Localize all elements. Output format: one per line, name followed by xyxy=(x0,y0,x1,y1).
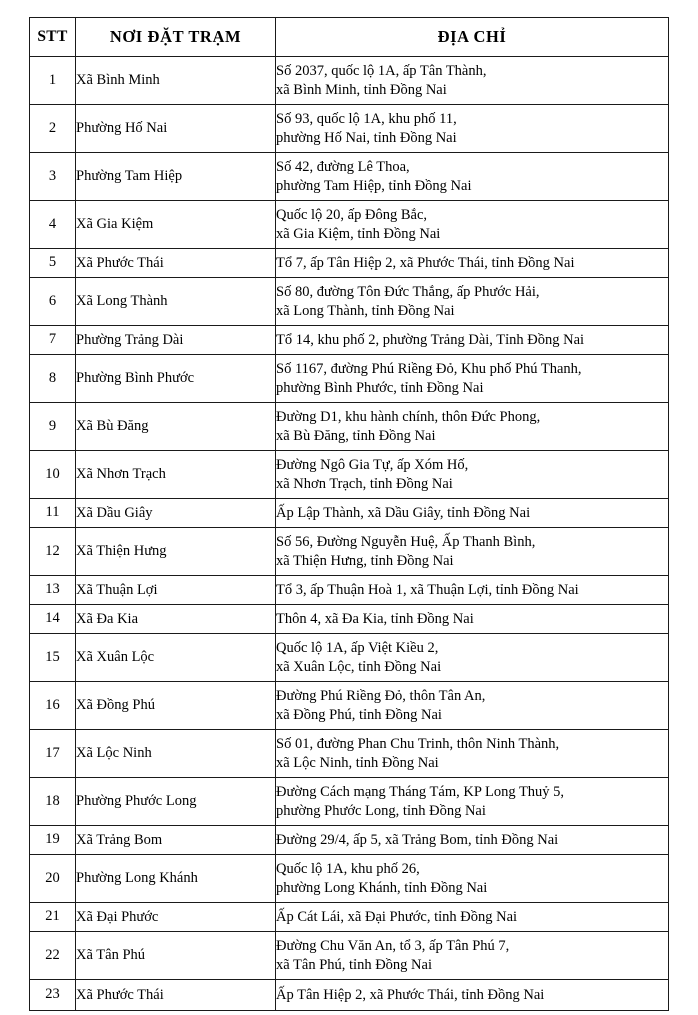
cell-address xyxy=(276,932,669,980)
address-line: Số 42, đường Lê Thoa, xyxy=(276,158,410,175)
cell-stt: 5 xyxy=(30,249,76,278)
address-line: xã Thiện Hưng, tỉnh Đồng Nai xyxy=(276,552,454,569)
address-line: Đường Ngô Gia Tự, ấp Xóm Hố, xyxy=(276,456,469,473)
address-line: Đường Chu Văn An, tổ 3, ấp Tân Phú 7, xyxy=(276,937,510,954)
address-line: xã Đồng Phú, tỉnh Đồng Nai xyxy=(276,706,442,723)
cell-station-place: Phường Tam Hiệp xyxy=(76,153,276,201)
column-header-place: NƠI ĐẶT TRẠM xyxy=(76,18,276,57)
cell-stt: 23 xyxy=(30,980,76,1011)
cell-station-place: Phường Hố Nai xyxy=(76,105,276,153)
cell-address xyxy=(276,326,669,355)
address-line: Ấp Tân Hiệp 2, xã Phước Thái, tỉnh Đồng Nai xyxy=(276,986,545,1003)
table-row xyxy=(30,451,669,499)
cell-address xyxy=(276,528,669,576)
cell-stt: 16 xyxy=(30,682,76,730)
cell-stt: 18 xyxy=(30,778,76,826)
column-header-address: ĐỊA CHỈ xyxy=(276,18,669,57)
table-row xyxy=(30,903,669,932)
table-row xyxy=(30,201,669,249)
cell-stt: 10 xyxy=(30,451,76,499)
table-row xyxy=(30,826,669,855)
address-line: Số 80, đường Tôn Đức Thắng, ấp Phước Hải, xyxy=(276,283,540,300)
address-line: xã Bù Đăng, tỉnh Đồng Nai xyxy=(276,427,436,444)
cell-station-place: Xã Lộc Ninh xyxy=(76,730,276,778)
table-row xyxy=(30,682,669,730)
column-header-stt: STT xyxy=(30,18,76,57)
cell-stt: 6 xyxy=(30,278,76,326)
address-line: xã Long Thành, tỉnh Đồng Nai xyxy=(276,302,455,319)
address-line: phường Long Khánh, tỉnh Đồng Nai xyxy=(276,879,488,896)
cell-address xyxy=(276,778,669,826)
cell-address xyxy=(276,855,669,903)
address-line: xã Lộc Ninh, tỉnh Đồng Nai xyxy=(276,754,439,771)
cell-station-place: Xã Xuân Lộc xyxy=(76,634,276,682)
cell-stt: 20 xyxy=(30,855,76,903)
cell-address xyxy=(276,826,669,855)
cell-address xyxy=(276,980,669,1011)
cell-station-place: Xã Thuận Lợi xyxy=(76,576,276,605)
table-row xyxy=(30,326,669,355)
cell-station-place: Xã Dầu Giây xyxy=(76,499,276,528)
cell-address xyxy=(276,682,669,730)
cell-stt: 14 xyxy=(30,605,76,634)
table-row xyxy=(30,403,669,451)
address-line: Đường D1, khu hành chính, thôn Đức Phong, xyxy=(276,408,541,425)
station-list-table xyxy=(29,17,669,1011)
cell-stt: 3 xyxy=(30,153,76,201)
cell-station-place: Xã Trảng Bom xyxy=(76,826,276,855)
cell-stt: 13 xyxy=(30,576,76,605)
address-line: phường Phước Long, tỉnh Đồng Nai xyxy=(276,802,486,819)
address-line: Số 1167, đường Phú Riềng Đỏ, Khu phố Phú Thanh, xyxy=(276,360,582,377)
address-line: phường Bình Phước, tỉnh Đồng Nai xyxy=(276,379,484,396)
cell-station-place: Phường Phước Long xyxy=(76,778,276,826)
cell-address xyxy=(276,451,669,499)
cell-address xyxy=(276,903,669,932)
table-row xyxy=(30,605,669,634)
table-row xyxy=(30,153,669,201)
cell-station-place: Xã Phước Thái xyxy=(76,980,276,1011)
cell-address xyxy=(276,355,669,403)
address-line: Số 56, Đường Nguyễn Huệ, Ấp Thanh Bình, xyxy=(276,533,536,550)
cell-stt: 2 xyxy=(30,105,76,153)
cell-address xyxy=(276,605,669,634)
cell-stt: 19 xyxy=(30,826,76,855)
cell-stt: 9 xyxy=(30,403,76,451)
address-line: xã Gia Kiệm, tỉnh Đồng Nai xyxy=(276,225,441,242)
table-row xyxy=(30,278,669,326)
cell-address xyxy=(276,730,669,778)
address-line: xã Nhơn Trạch, tỉnh Đồng Nai xyxy=(276,475,453,492)
cell-station-place: Xã Đa Kia xyxy=(76,605,276,634)
address-line: phường Hố Nai, tỉnh Đồng Nai xyxy=(276,129,457,146)
cell-station-place: Xã Tân Phú xyxy=(76,932,276,980)
table-row xyxy=(30,528,669,576)
cell-station-place: Phường Bình Phước xyxy=(76,355,276,403)
cell-address xyxy=(276,201,669,249)
address-line: Đường 29/4, ấp 5, xã Trảng Bom, tỉnh Đồng Nai xyxy=(276,831,559,848)
address-line: Quốc lộ 1A, khu phố 26, xyxy=(276,860,420,877)
cell-station-place: Xã Phước Thái xyxy=(76,249,276,278)
cell-station-place: Xã Bình Minh xyxy=(76,57,276,105)
cell-station-place: Xã Đại Phước xyxy=(76,903,276,932)
address-line: Quốc lộ 20, ấp Đông Bắc, xyxy=(276,206,428,223)
cell-stt: 21 xyxy=(30,903,76,932)
address-line: Tổ 14, khu phố 2, phường Trảng Dài, Tỉnh Đồng Nai xyxy=(276,331,585,348)
cell-station-place: Xã Gia Kiệm xyxy=(76,201,276,249)
address-line: Ấp Lập Thành, xã Dầu Giây, tỉnh Đồng Nai xyxy=(276,504,531,521)
cell-stt: 7 xyxy=(30,326,76,355)
table-row xyxy=(30,980,669,1011)
cell-station-place: Xã Long Thành xyxy=(76,278,276,326)
cell-stt: 1 xyxy=(30,57,76,105)
address-line: Tổ 3, ấp Thuận Hoà 1, xã Thuận Lợi, tỉnh Đồng Nai xyxy=(276,581,579,598)
table-body xyxy=(30,57,669,1011)
cell-stt: 22 xyxy=(30,932,76,980)
address-line: Ấp Cát Lái, xã Đại Phước, tỉnh Đồng Nai xyxy=(276,908,518,925)
table-row xyxy=(30,932,669,980)
cell-address xyxy=(276,249,669,278)
address-line: Quốc lộ 1A, ấp Việt Kiều 2, xyxy=(276,639,439,656)
address-line: Đường Phú Riềng Đỏ, thôn Tân An, xyxy=(276,687,486,704)
address-line: phường Tam Hiệp, tỉnh Đồng Nai xyxy=(276,177,472,194)
address-line: Số 01, đường Phan Chu Trinh, thôn Ninh Thành, xyxy=(276,735,560,752)
address-line: xã Tân Phú, tỉnh Đồng Nai xyxy=(276,956,432,973)
cell-station-place: Xã Bù Đăng xyxy=(76,403,276,451)
cell-station-place: Xã Đồng Phú xyxy=(76,682,276,730)
address-line: Số 2037, quốc lộ 1A, ấp Tân Thành, xyxy=(276,62,487,79)
table-row xyxy=(30,499,669,528)
cell-address xyxy=(276,403,669,451)
table-row xyxy=(30,634,669,682)
table-row xyxy=(30,730,669,778)
cell-address xyxy=(276,153,669,201)
table-row xyxy=(30,855,669,903)
cell-address xyxy=(276,57,669,105)
cell-address xyxy=(276,634,669,682)
table-row xyxy=(30,355,669,403)
table-row xyxy=(30,576,669,605)
cell-address xyxy=(276,278,669,326)
table-row xyxy=(30,778,669,826)
table-row xyxy=(30,105,669,153)
cell-stt: 8 xyxy=(30,355,76,403)
cell-station-place: Phường Trảng Dài xyxy=(76,326,276,355)
cell-station-place: Phường Long Khánh xyxy=(76,855,276,903)
cell-station-place: Xã Thiện Hưng xyxy=(76,528,276,576)
address-line: Đường Cách mạng Tháng Tám, KP Long Thuỷ 5, xyxy=(276,783,565,800)
cell-address xyxy=(276,576,669,605)
address-line: Số 93, quốc lộ 1A, khu phố 11, xyxy=(276,110,457,127)
cell-address xyxy=(276,105,669,153)
address-line: xã Xuân Lộc, tỉnh Đồng Nai xyxy=(276,658,442,675)
table-row xyxy=(30,57,669,105)
cell-address xyxy=(276,499,669,528)
cell-stt: 15 xyxy=(30,634,76,682)
cell-stt: 4 xyxy=(30,201,76,249)
table-header-row xyxy=(30,18,669,57)
table-row xyxy=(30,249,669,278)
address-line: Thôn 4, xã Đa Kia, tỉnh Đồng Nai xyxy=(276,610,474,627)
address-line: xã Bình Minh, tỉnh Đồng Nai xyxy=(276,81,447,98)
cell-stt: 12 xyxy=(30,528,76,576)
cell-stt: 11 xyxy=(30,499,76,528)
address-line: Tổ 7, ấp Tân Hiệp 2, xã Phước Thái, tỉnh Đồng Nai xyxy=(276,254,575,271)
table-header xyxy=(30,18,669,57)
cell-stt: 17 xyxy=(30,730,76,778)
cell-station-place: Xã Nhơn Trạch xyxy=(76,451,276,499)
